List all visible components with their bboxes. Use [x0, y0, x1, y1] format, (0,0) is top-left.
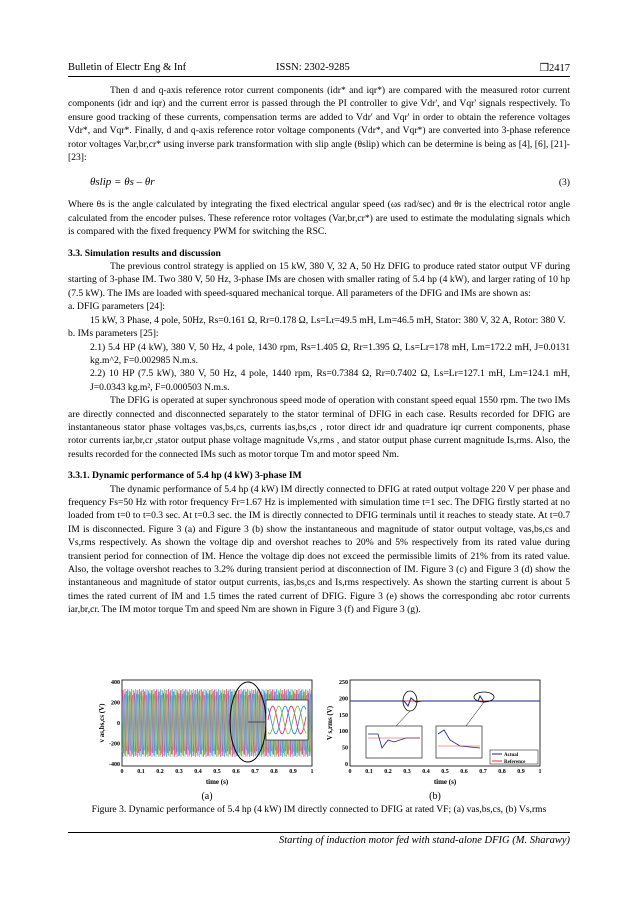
x-tick-label: 0.4 [194, 769, 202, 775]
panel-a-label: (a) [201, 791, 213, 802]
x-tick-label: 0.4 [422, 769, 430, 775]
list-item: b. IMs parameters [25]: [68, 328, 159, 340]
x-tick-label: 0 [348, 769, 352, 775]
main-text [68, 84, 570, 617]
x-axis-label: time (s) [433, 778, 457, 786]
panel-b-plot [326, 676, 544, 786]
journal-name: Bulletin of Electr Eng & Inf [68, 62, 187, 73]
panel-a [98, 676, 316, 802]
y-tick-label: 200 [339, 696, 348, 703]
x-tick-label: 1 [538, 769, 542, 775]
paragraph: Then d and q-axis reference rotor current components (idr* and iqr*) are compared with the measured rotor current components (idr and iqr) and the current error is passed through the PI controller to give Vdr', and Vqr' signals respectively. To ensure good tracking of these currents, compensation terms are added to Vdr' and Vqr' in order to obtain the reference voltages Vdr*, and Vqr*. Finally, d and q-axis reference rotor voltage components (Vdr*, and Vqr*) are converted into 3-phase reference rotor voltages Var,br,cr* using inverse park transformation with slip angle (θslip) which can be determine is being as [4], [6], [21]-[23]: [68, 85, 570, 164]
x-tick-label: 0.2 [156, 769, 164, 775]
x-tick-label: 0.7 [251, 769, 259, 775]
x-tick-label: 0.9 [289, 769, 297, 775]
y-tick-label: 0 [117, 721, 120, 727]
x-tick-label: 0.3 [175, 769, 183, 775]
list-item-text: 2.2) 10 HP (7.5 kW), 380 V, 50 Hz, 4 pole, 1440 rpm, Rs=0.7384 Ω, Rr=0.7402 Ω, Ls=Lr=127.1 mH, Lm=124.1 mH, J=0.0343 kg.m², F=0.000503 N.m.s. [90, 368, 570, 393]
y-tick-label: 100 [339, 729, 348, 736]
panel-a-plot [98, 676, 316, 786]
running-header [68, 60, 570, 77]
x-tick-label: 0.7 [479, 769, 487, 775]
x-tick-label: 0.8 [270, 769, 278, 775]
x-tick-label: 0.9 [517, 769, 525, 775]
x-tick-label: 0.1 [137, 769, 145, 775]
list-item: a. DFIG parameters [24]: [68, 301, 165, 313]
y-tick-label: 0 [345, 762, 348, 768]
y-tick-label: -400 [109, 762, 120, 768]
list-item-text: 2.1) 5.4 HP (4 kW), 380 V, 50 Hz, 4 pole, 1430 rpm, Rs=1.405 Ω, Rr=1.395 Ω, Ls=Lr=178 mH, Lm=172.2 mH, J=0.0131 kg.m^2, F=0.002985 N.m.s. [90, 341, 570, 366]
paragraph: Where θs is the angle calculated by integrating the fixed electrical angular speed (ωs rad/sec) and θr is the electrical rotor angle calculated from the encoder pulses. These reference rotor voltages (Var,br,cr*) are used to estimate the modulating signals which is compared with the fixed frequency PWM for switching the RSC. [68, 199, 570, 238]
page-number: ❒2417 [539, 63, 570, 74]
x-tick-label: 0.2 [384, 769, 392, 775]
y-tick-label: 400 [111, 680, 120, 686]
issn: ISSN: 2302-9285 [276, 62, 350, 73]
y-tick-label: 50 [342, 745, 348, 752]
equation: θslip = θs – θr [90, 176, 155, 189]
x-tick-label: 0.8 [498, 769, 506, 775]
figure-3 [98, 676, 544, 802]
panel-b-label: (b) [429, 791, 441, 802]
x-tick-label: 0.1 [365, 769, 373, 775]
y-tick-label: 250 [339, 680, 348, 686]
section-heading: 3.3. Simulation results and discussion [68, 247, 221, 259]
y-axis-label: v as,bs,cs (V) [98, 703, 106, 743]
x-tick-label: 1 [310, 769, 314, 775]
y-axis-label: V s,rms (V) [326, 705, 334, 741]
x-tick-label: 0.6 [232, 769, 240, 775]
y-tick-label: -200 [109, 741, 120, 748]
panel-b [326, 676, 544, 802]
x-tick-label: 0.5 [441, 769, 449, 775]
x-tick-label: 0.3 [403, 769, 411, 775]
x-tick-label: 0 [120, 769, 124, 775]
list-item-text: 15 kW, 3 Phase, 4 pole, 50Hz, Rs=0.161 Ω, Rr=0.178 Ω, Ls=Lr=49.5 mH, Lm=46.5 mH, Stator: 380 V, 32 A, Rotor: 380 V. [90, 314, 566, 326]
paragraph: The dynamic performance of 5.4 hp (4 kW) IM directly connected to DFIG at rated output voltage 220 V per phase and frequency Fs=50 Hz with rotor frequency Fr=1.67 Hz is implemented with simulation time t=1 sec. The DFIG firstly started at no loaded from t=0 to t=0.3 sec. At t=0.3 sec. the IM is directly connected to DFIG terminals until it reaches to steady state. At t=0.7 IM is disconnected. Figure 3 (a) and Figure 3 (b) show the instantaneous and magnitude of stator output voltage, vas,bs,cs and Vs,rms respectively. As shown the voltage dip and overshot reaches to 20% and 5% respectively from its rated value during transient period for connection of IM. Hence the voltage dip does not exceed the permissible limits of 21% from its rated value. Also, the voltage overshot reaches to 3.2% during transient period at disconnection of IM. Figure 3 (c) and Figure 3 (d) show the instantaneous and magnitude of stator output currents, ias,bs,cs and Is,rms respectively. As shown the starting current is about 5 times the rated current of IM and 1.5 times the rated current of DFIG. Figure 3 (e) shows the corresponding abc rotor currents iar,br,cr. The IM motor torque Tm and speed Nm are shown in Figure 3 (f) and Figure 3 (g). [68, 483, 570, 616]
x-axis-label: time (s) [205, 778, 229, 786]
paragraph: The DFIG is operated at super synchronous speed mode of operation with constant speed equal 1550 rpm. The two IMs are directly connected and disconnected separately to the stator terminal of DFIG in each case. Results recorded for DFIG are instantaneous stator phase voltages vas,bs,cs, currents ias,bs,cs , rotor direct idr and quadrature iqr current components, phase rotor currents iar,br,cr ,stator output phase voltage magnitude Vs,rms , and stator output phase current magnitude Is,rms. Also, the results recorded for the connected IMs such as motor torque Tm and motor speed Nm. [68, 395, 570, 460]
figure-caption: Figure 3. Dynamic performance of 5.4 hp (4 kW) IM directly connected to DFIG at rated VF; (a) vas,bs,cs, (b) Vs,rms [91, 804, 547, 815]
legend-reference: Reference [504, 760, 526, 765]
y-tick-label: 150 [339, 712, 348, 719]
equation-block [68, 168, 570, 198]
subsection-heading: 3.3.1. Dynamic performance of 5.4 hp (4 kW) 3-phase IM [68, 470, 302, 482]
legend-actual: Actual [504, 753, 519, 758]
paragraph: The previous control strategy is applied on 15 kW, 380 V, 32 A, 50 Hz DFIG to produce rated stator output VF during starting of 3-phase IM. Two 380 V, 50 Hz, 3-phase IMs are chosen with smaller rating of 5.4 hp (4 kW), and larger rating of 10 hp (7.5 kW). The IMs are loaded with speed-squared mechanical torque. All parameters of the DFIG and IMs are shown as: [68, 261, 570, 299]
x-tick-label: 0.6 [460, 769, 468, 775]
equation-number: (3) [558, 177, 570, 189]
x-tick-label: 0.5 [213, 769, 221, 775]
y-tick-label: 200 [111, 700, 120, 707]
running-footer: Starting of induction motor fed with stand-alone DFIG (M. Sharawy) [68, 832, 570, 846]
